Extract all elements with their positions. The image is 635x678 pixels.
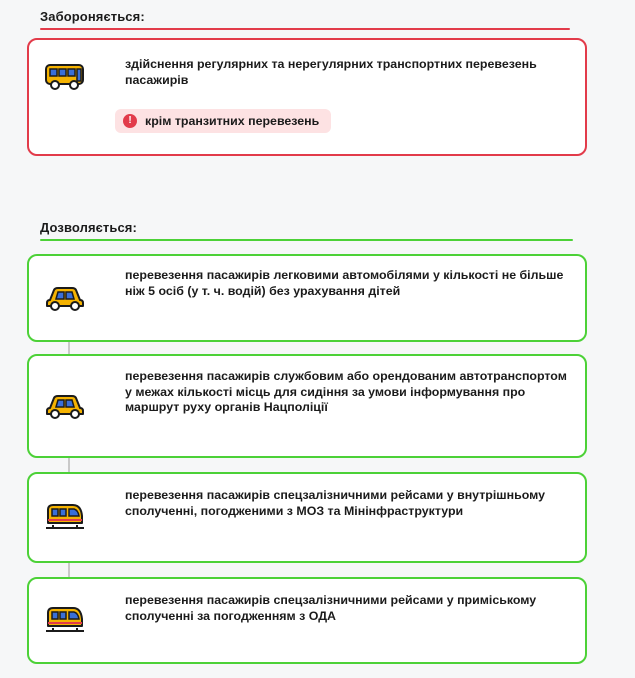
allowed-card <box>27 254 587 342</box>
allowed-card <box>27 577 587 664</box>
warning-icon: ! <box>123 114 137 128</box>
train-icon <box>45 502 85 532</box>
allowed-item-text: перевезення пасажирів спецзалізничними рейсами у внутрішньому сполученні, погодженими з МОЗ та Мінінфраструктури <box>125 488 546 518</box>
allowed-divider <box>40 239 573 241</box>
allowed-item-text: перевезення пасажирів легковими автомобілями у кількості не більше ніж 5 осіб (у т. ч. водій) без урахування дітей <box>125 268 564 298</box>
exception-text: крім транзитних перевезень <box>145 114 320 128</box>
exception-badge <box>115 109 331 133</box>
allowed-card <box>27 472 587 563</box>
prohibited-divider <box>40 28 570 30</box>
car-icon <box>45 283 85 313</box>
train-icon <box>45 605 85 635</box>
prohibited-card <box>27 38 587 156</box>
prohibited-text: здійснення регулярних та нерегулярних транспортних перевезень пасажирів <box>125 57 537 87</box>
allowed-item-text: перевезення пасажирів службовим або орендованим автотранспортом у межах кількості місць для сидіння за умови інформування про маршрут руху органів Нацполіції <box>125 369 567 414</box>
bus-icon <box>45 62 85 92</box>
allowed-card <box>27 354 587 458</box>
connector-line <box>68 458 70 472</box>
connector-line <box>68 563 70 577</box>
allowed-title: Дозволяється: <box>40 220 137 235</box>
car-icon <box>45 391 85 421</box>
allowed-item-text: перевезення пасажирів спецзалізничними рейсами у приміському сполученні за погодженням з ОДА <box>125 593 537 623</box>
prohibited-title: Забороняється: <box>40 9 145 24</box>
connector-line <box>68 342 70 354</box>
